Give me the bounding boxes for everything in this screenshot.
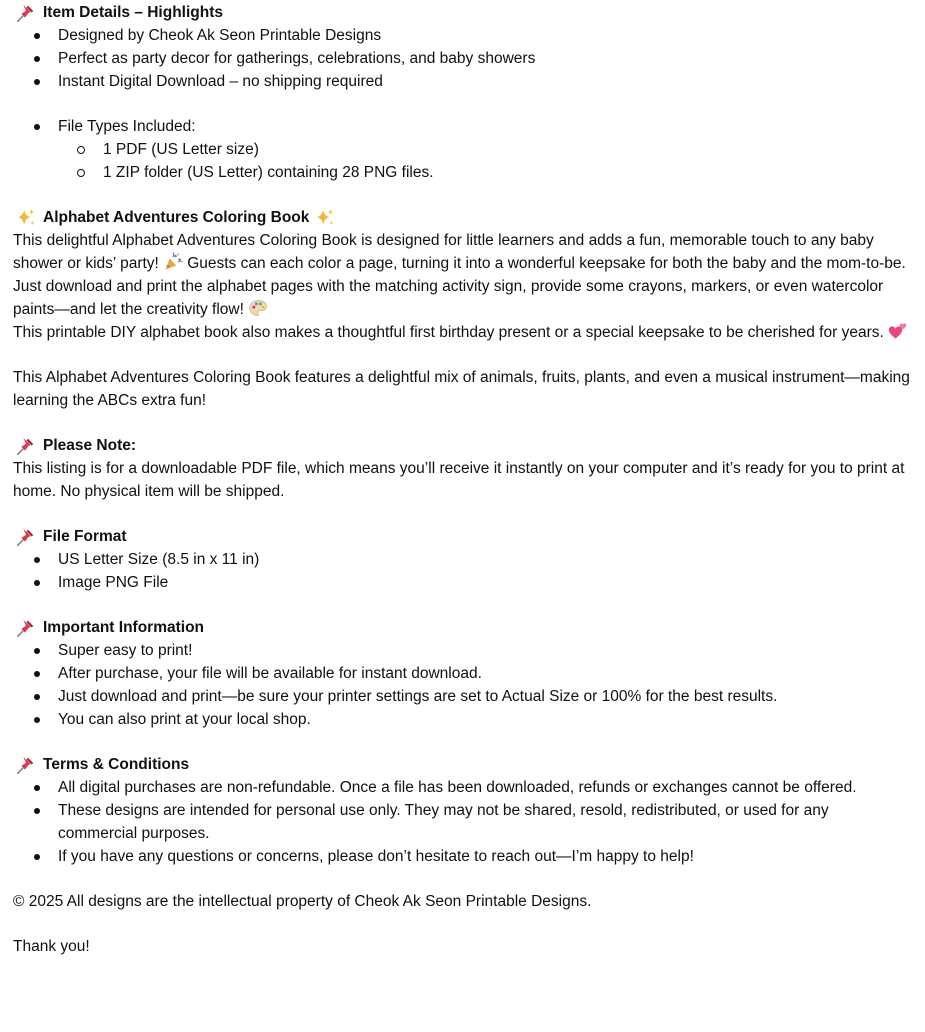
artist-palette-icon [248,298,268,318]
list-item: Super easy to print! [13,639,912,662]
list-item: 1 PDF (US Letter size) [13,138,912,161]
list-item: These designs are intended for personal use only. They may not be shared, resold, redistributed, or used for any commercial purposes. [13,799,912,845]
file-format-list [13,548,912,594]
list-item: US Letter Size (8.5 in x 11 in) [13,548,912,571]
list-item: Just download and print—be sure your printer settings are set to Actual Size or 100% for the best results. [13,685,912,708]
two-hearts-icon [888,321,908,341]
pushpin-icon [15,526,37,548]
important-list [13,639,912,731]
please-note-heading [13,434,912,457]
file-types-label: File Types Included: [58,118,196,135]
pushpin-icon [15,435,37,457]
list-item: 1 ZIP folder (US Letter) containing 28 PNG files. [13,161,912,184]
copyright-text: © 2025 All designs are the intellectual property of Cheok Ak Seon Printable Designs. [13,893,592,910]
list-item: Perfect as party decor for gatherings, celebrations, and baby showers [13,47,912,70]
item-details-heading-text: Item Details – Highlights [43,4,224,21]
alphabet-paragraph-2: Just download and print the alphabet pages with the matching activity sign, provide some crayons, markers, or even watercolor paints—and let the creativity flow! [13,278,884,318]
please-note-text: This listing is for a downloadable PDF file, which means you’ll receive it instantly on your computer and it’s ready for you to print at home. No physical item will be shipped. [13,460,905,500]
file-format-heading [13,525,912,548]
important-heading-text: Important Information [43,619,205,636]
list-item: All digital purchases are non-refundable. Once a file has been downloaded, refunds or exchanges cannot be offered. [13,776,912,799]
list-item [13,115,912,138]
alphabet-heading-text: Alphabet Adventures Coloring Book [43,209,310,226]
item-details-heading [13,1,912,24]
list-item: After purchase, your file will be available for instant download. [13,662,912,685]
list-item: If you have any questions or concerns, please don’t hesitate to reach out—I’m happy to help! [13,845,912,868]
important-heading [13,616,912,639]
alphabet-paragraph-1: This delightful Alphabet Adventures Coloring Book is designed for little learners and adds a fun, memorable touch to any baby shower or kids’ party! Guests can each color a page, turning it into a wonderful keepsake for both the baby and the mom-to-be. [13,232,906,272]
thank-you-text: Thank you! [13,938,90,955]
list-item: You can also print at your local shop. [13,708,912,731]
terms-list [13,776,912,868]
pushpin-icon [15,617,37,639]
file-types-sublist [13,138,912,184]
file-format-heading-text: File Format [43,528,127,545]
pushpin-icon [15,754,37,776]
please-note-heading-text: Please Note: [43,437,137,454]
item-details-list [13,24,912,93]
sparkles-icon [15,207,37,229]
sparkles-icon [314,207,336,229]
list-item: Designed by Cheok Ak Seon Printable Designs [13,24,912,47]
pushpin-icon [15,2,37,24]
alphabet-paragraph-3: This printable DIY alphabet book also makes a thoughtful first birthday present or a special keepsake to be cherished for years. [13,321,912,344]
list-item: Image PNG File [13,571,912,594]
list-item: Instant Digital Download – no shipping required [13,70,912,93]
alphabet-heading [13,206,912,229]
terms-heading [13,753,912,776]
alphabet-paragraph-4: This Alphabet Adventures Coloring Book features a delightful mix of animals, fruits, plants, and even a musical instrument—making learning the ABCs extra fun! [13,369,910,409]
terms-heading-text: Terms & Conditions [43,756,190,773]
party-popper-icon [163,252,183,272]
file-types-list [13,115,912,138]
